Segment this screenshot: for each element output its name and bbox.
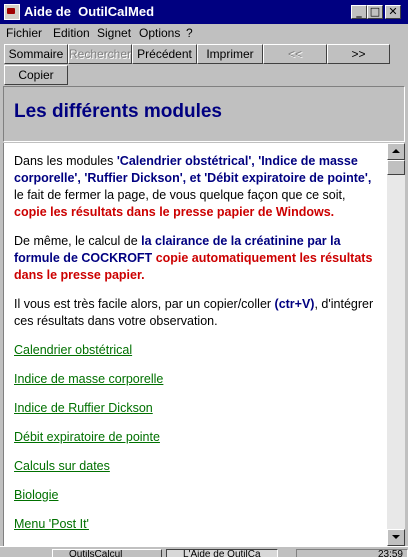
link-indice-masse-corporelle[interactable]: Indice de masse corporelle (14, 372, 164, 386)
link-calculs-dates[interactable]: Calculs sur dates (14, 459, 110, 473)
vertical-scrollbar[interactable] (387, 143, 405, 546)
p3-shortcut: (ctr+V) (274, 297, 315, 311)
close-button[interactable]: ✕ (385, 5, 401, 19)
task-outilscalcul[interactable]: OutilsCalcul (52, 549, 162, 557)
sommaire-button[interactable]: Sommaire (4, 44, 68, 64)
back-button[interactable]: << (263, 44, 327, 64)
menu-bar (0, 24, 408, 42)
app-icon[interactable] (4, 4, 20, 20)
p1-text-a: Dans les modules (14, 154, 117, 168)
taskbar (0, 546, 408, 557)
p3-text-a: Il vous est très facile alors, par un copier/coller (14, 297, 275, 311)
precedent-button[interactable]: Précédent (132, 44, 197, 64)
link-calendrier-obstetrical[interactable]: Calendrier obstétrical (14, 343, 133, 357)
help-content (3, 143, 387, 546)
maximize-button[interactable]: □ (367, 5, 383, 19)
scroll-up-icon[interactable] (387, 143, 405, 160)
menu-help[interactable]: ? (186, 26, 193, 40)
scroll-thumb[interactable] (387, 160, 405, 175)
p2-clipboard-note: copie automatiquement les résultats dans le presse papier. (14, 251, 373, 282)
paragraph-copier (14, 296, 376, 330)
link-biologie[interactable]: Biologie (14, 488, 59, 502)
topic-header (3, 86, 405, 142)
minimize-button[interactable]: _ (351, 5, 367, 19)
rechercher-button[interactable]: Rechercher (68, 44, 132, 64)
p3-text-c: , d'intégrer ces résultats dans votre observation. (14, 297, 374, 328)
toolbar (0, 43, 408, 85)
paragraph-modules (14, 153, 376, 221)
forward-button[interactable]: >> (327, 44, 390, 64)
paragraph-clairance (14, 233, 376, 284)
clock: 23:59 (377, 549, 403, 557)
task-aide-outilcalmed[interactable]: L'Aide de OutilCa (166, 549, 278, 557)
p1-clipboard-note: copie les résultats dans le presse papier de Windows. (14, 205, 335, 219)
link-debit-expiratoire[interactable]: Débit expiratoire de pointe (14, 430, 160, 444)
menu-options[interactable]: Options (139, 26, 181, 40)
copier-button[interactable]: Copier (4, 65, 68, 85)
p1-modules-list: 'Calendrier obstétrical', 'Indice de masse corporelle', 'Ruffier Dickson', et 'Débit expiratoire de pointe', (14, 154, 372, 185)
menu-edition[interactable]: Edition (53, 26, 90, 40)
p2-text-a: De même, le calcul de (14, 234, 142, 248)
p1-text-c: le fait de fermer la page, de vous quelque façon que ce soit, (14, 188, 346, 202)
page-title: Les différents modules (14, 101, 222, 122)
menu-fichier[interactable]: Fichier (6, 26, 43, 40)
link-menu-post-it[interactable]: Menu 'Post It' (14, 517, 89, 531)
menu-signet[interactable]: Signet (97, 26, 132, 40)
imprimer-button[interactable]: Imprimer (197, 44, 263, 64)
title-bar (0, 0, 408, 24)
scroll-down-icon[interactable] (387, 529, 405, 546)
p2-clairance: la clairance de la créatinine par la formule de COCKROFT (14, 234, 341, 265)
link-ruffier-dickson[interactable]: Indice de Ruffier Dickson (14, 401, 153, 415)
window-title: Aide de OutilCalMed (24, 4, 155, 19)
